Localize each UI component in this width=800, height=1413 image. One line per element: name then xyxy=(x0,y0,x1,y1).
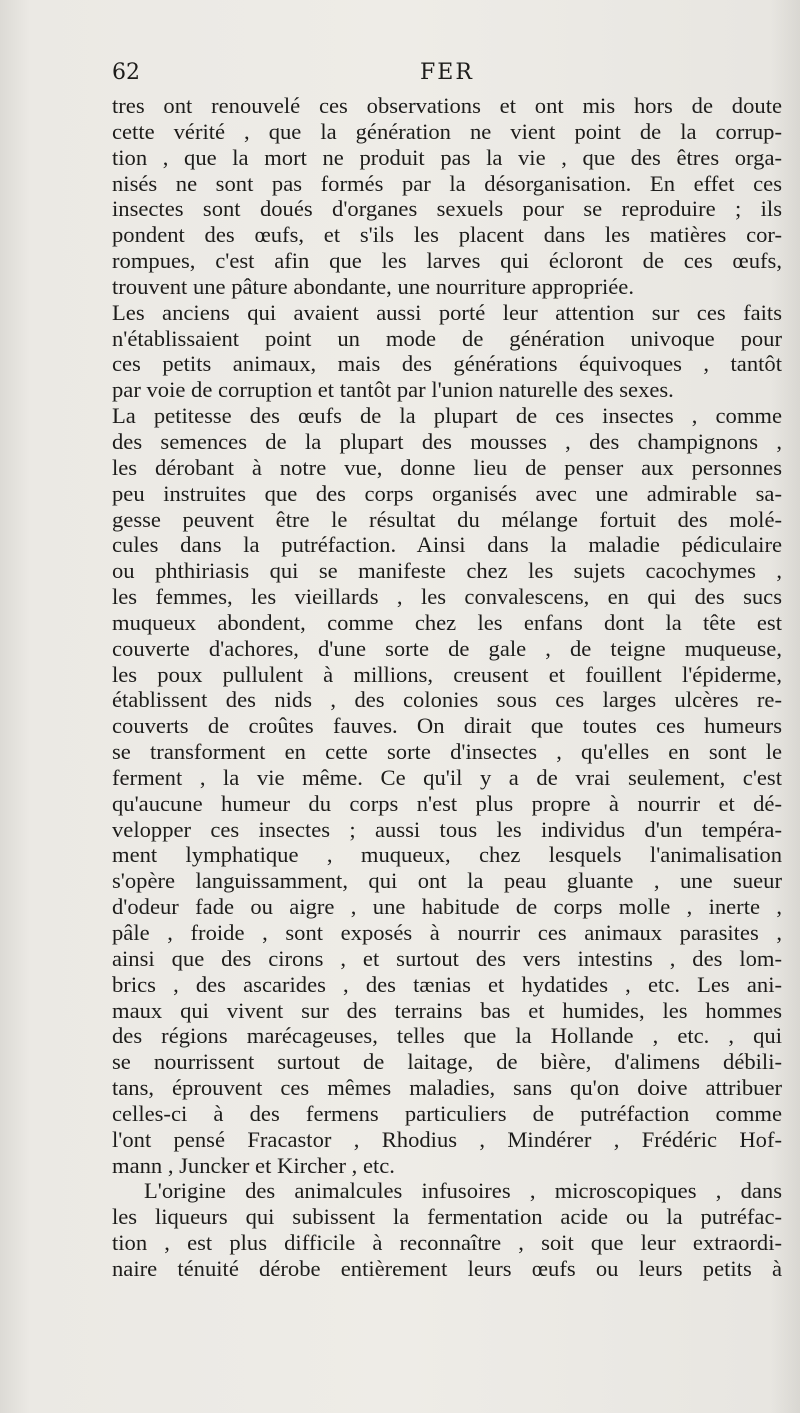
text-line: tion , que la mort ne produit pas la vie , que des êtres orga- xyxy=(112,144,782,170)
text-line: établissent des nids , des colonies sous ces larges ulcères re- xyxy=(112,687,782,713)
text-line: les dérobant à notre vue, donne lieu de penser aux personnes xyxy=(112,454,782,480)
text-line: pondent des œufs, et s'ils les placent dans les matières cor- xyxy=(112,222,782,248)
body-text xyxy=(112,93,782,1282)
text-line: insectes sont doués d'organes sexuels pour se reproduire ; ils xyxy=(112,196,782,222)
text-line: La petitesse des œufs de la plupart de ces insectes , comme xyxy=(112,403,782,429)
text-line: velopper ces insectes ; aussi tous les individus d'un tempéra- xyxy=(112,816,782,842)
text-line: naire ténuité dérobe entièrement leurs œufs ou leurs petits à xyxy=(112,1255,782,1281)
text-line: se nourrissent surtout de laitage, de bière, d'alimens débili- xyxy=(112,1049,782,1075)
text-line: brics , des ascarides , des tænias et hydatides , etc. Les ani- xyxy=(112,971,782,997)
text-line: Les anciens qui avaient aussi porté leur attention sur ces faits xyxy=(112,299,782,325)
text-line: s'opère languissamment, qui ont la peau gluante , une sueur xyxy=(112,868,782,894)
text-line: peu instruites que des corps organisés avec une admirable sa- xyxy=(112,480,782,506)
text-line: celles-ci à des fermens particuliers de putréfaction comme xyxy=(112,1100,782,1126)
text-line: d'odeur fade ou aigre , une habitude de corps molle , inerte , xyxy=(112,894,782,920)
text-line: qu'aucune humeur du corps n'est plus propre à nourrir et dé- xyxy=(112,790,782,816)
text-line: pâle , froide , sont exposés à nourrir ces animaux parasites , xyxy=(112,920,782,945)
text-line: ferment , la vie même. Ce qu'il y a de vrai seulement, c'est xyxy=(112,764,782,790)
text-line: cette vérité , que la génération ne vient point de la corrup- xyxy=(112,118,782,144)
text-line: ou phthiriasis qui se manifeste chez les sujets cacochymes , xyxy=(112,558,782,584)
text-line: mann , Juncker et Kircher , etc. xyxy=(112,1152,395,1178)
text-line: n'établissaient point un mode de génération univoque pour xyxy=(112,325,782,351)
text-line: tres ont renouvelé ces observations et ont mis hors de doute xyxy=(112,93,782,118)
text-line: des semences de la plupart des mousses , des champignons , xyxy=(112,428,782,454)
running-head: FER xyxy=(420,60,474,85)
text-line: tion , est plus difficile à reconnaître , soit que leur extraordi- xyxy=(112,1230,782,1256)
text-line: les poux pullulent à millions, creusent et fouillent l'épiderme, xyxy=(112,661,782,687)
text-line: nisés ne sont pas formés par la désorganisation. En effet ces xyxy=(112,170,782,196)
text-line: ment lymphatique , muqueux, chez lesquels l'animalisation xyxy=(112,842,782,868)
text-line: les femmes, les vieillards , les convalescens, en qui des sucs xyxy=(112,584,782,610)
text-line: trouvent une pâture abondante, une nourriture appropriée. xyxy=(112,273,634,299)
text-line: rompues, c'est afin que les larves qui écloront de ces œufs, xyxy=(112,248,782,274)
text-line: ces petits animaux, mais des générations équivoques , tantôt xyxy=(112,351,782,377)
text-line: par voie de corruption et tantôt par l'union naturelle des sexes. xyxy=(112,377,674,403)
text-line: couverte d'achores, d'une sorte de gale , de teigne muqueuse, xyxy=(112,635,782,661)
text-line: ainsi que des cirons , et surtout des vers intestins , des lom- xyxy=(112,945,782,971)
page-number: 62 xyxy=(112,60,140,85)
text-line: gesse peuvent être le résultat du mélange fortuit des molé- xyxy=(112,506,782,532)
text-line: les liqueurs qui subissent la fermentation acide ou la putréfac- xyxy=(112,1204,782,1230)
text-line: des régions marécageuses, telles que la Hollande , etc. , qui xyxy=(112,1023,782,1049)
text-line: cules dans la putréfaction. Ainsi dans la maladie pédiculaire xyxy=(112,532,782,558)
text-line: tans, éprouvent ces mêmes maladies, sans qu'on doive attribuer xyxy=(112,1075,782,1101)
page-header xyxy=(112,58,782,92)
text-line: maux qui vivent sur des terrains bas et humides, les hommes xyxy=(112,997,782,1023)
text-line: couverts de croûtes fauves. On dirait que toutes ces humeurs xyxy=(112,713,782,739)
text-line: L'origine des animalcules infusoires , microscopiques , dans xyxy=(144,1178,782,1204)
text-line: muqueux abondent, comme chez les enfans dont la tête est xyxy=(112,609,782,635)
text-line: se transforment en cette sorte d'insectes , qu'elles en sont le xyxy=(112,739,782,765)
text-line: l'ont pensé Fracastor , Rhodius , Mindérer , Frédéric Hof- xyxy=(112,1126,782,1152)
